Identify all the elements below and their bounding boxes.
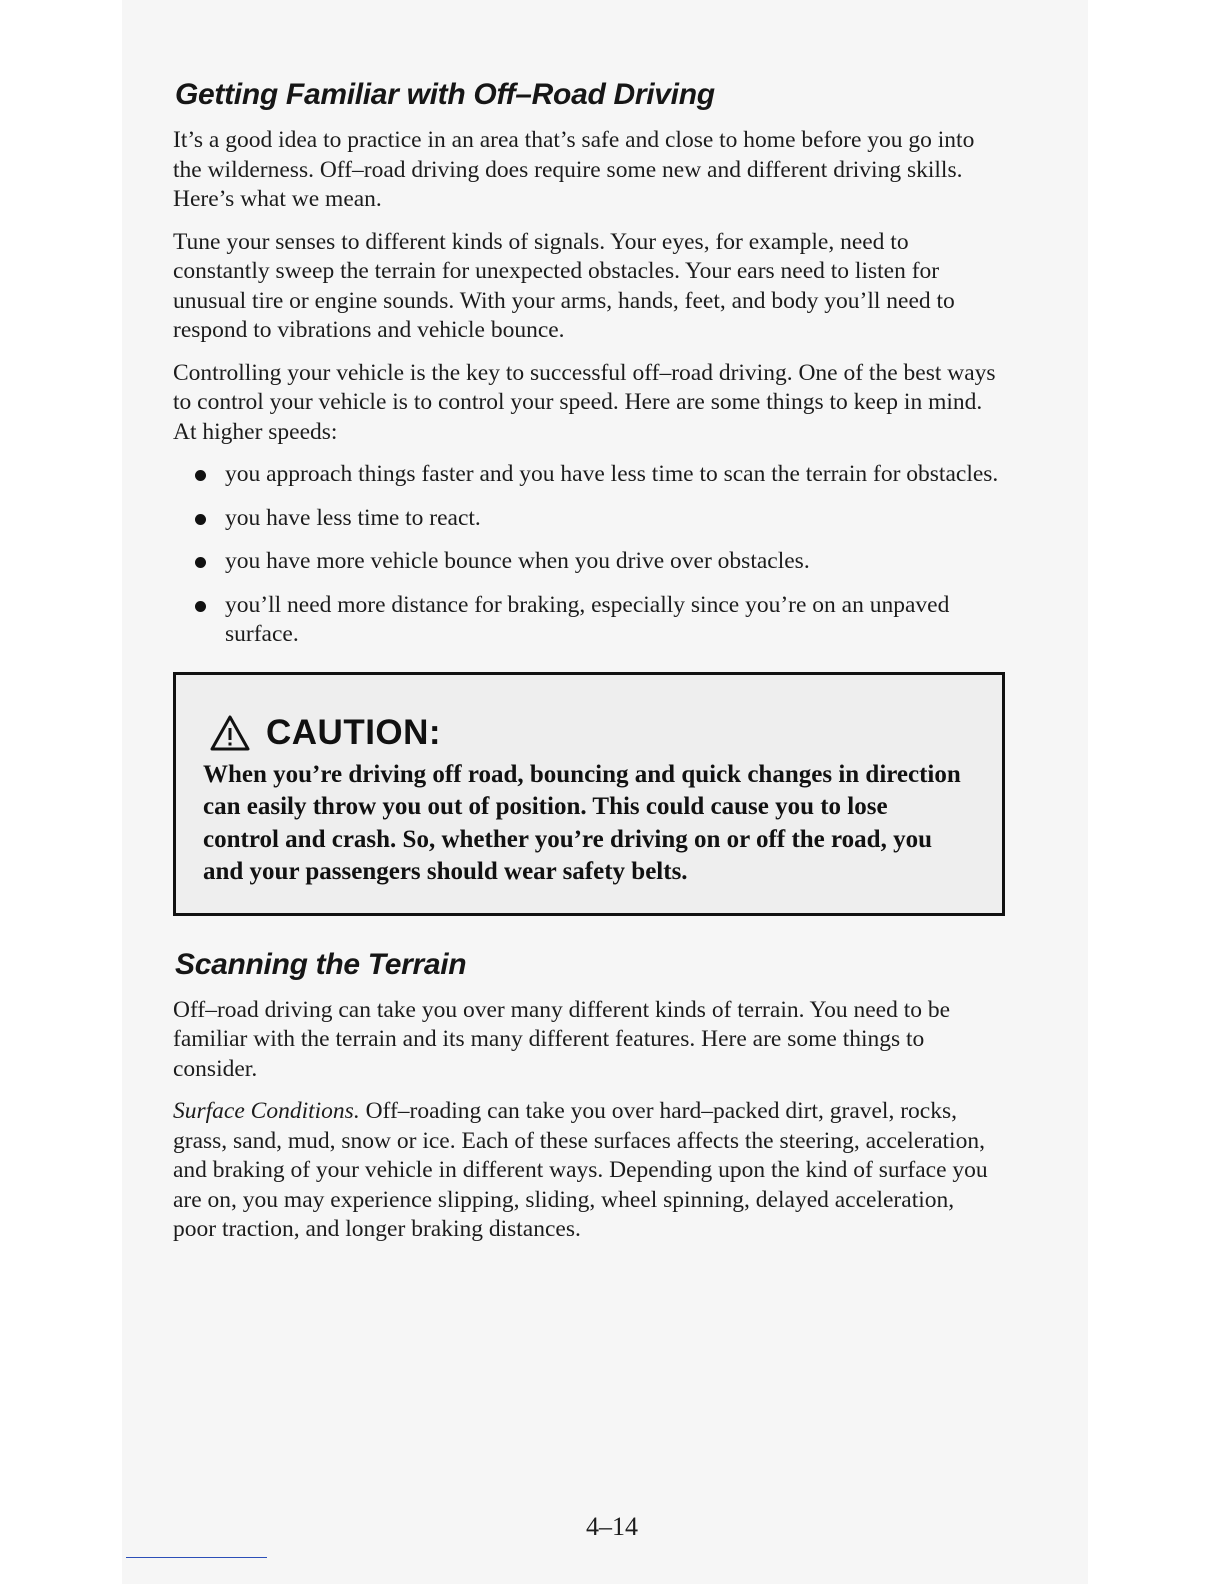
surface-conditions-lead: Surface Conditions. [173,1098,360,1124]
footer-rule [126,1557,267,1558]
list-item [173,591,1003,650]
bullet-icon [195,514,206,525]
bullet-icon [195,601,206,612]
list-item [173,504,1003,534]
list-item-text: you have more vehicle bounce when you drive over obstacles. [225,548,810,574]
list-item [173,460,1003,490]
higher-speeds-list [173,460,1003,650]
list-item-text: you approach things faster and you have less time to scan the terrain for obstacles. [225,461,999,487]
paragraph-surface-conditions [173,1097,1003,1245]
list-item-text: you’ll need more distance for braking, especially since you’re on an unpaved surface. [225,591,950,647]
paragraph-terrain: Off–road driving can take you over many different kinds of terrain. You need to be familiar with the terrain and its many different features. Here are some things to consider. [173,996,951,1082]
caution-header [210,713,441,753]
caution-box [173,672,1005,916]
paragraph-controlling: Controlling your vehicle is the key to successful off–road driving. One of the best ways to control your vehicle is to control your speed. Here are some things to keep in mind. At higher speeds: [173,359,996,445]
paragraph-senses: Tune your senses to different kinds of signals. Your eyes, for example, need to constantly sweep the terrain for unexpected obstacles. Your ears need to listen for unusual tire or engine sounds. With your arms, hands, feet, and body you’ll need to respond to vibrations and vehicle bounce. [173,228,955,343]
surface-conditions-body: Off–roading can take you over hard–packed dirt, gravel, rocks, grass, sand, mud, snow or ice. Each of these surfaces affects the steering, acceleration, and braking of your vehicle in different ways. Depending upon the kind of surface you are on, you may experience slipping, sliding, wheel spinning, delayed acceleration, poor traction, and longer braking distances. [173,1098,988,1242]
list-item-text: you have less time to react. [225,504,481,531]
warning-triangle-icon [210,715,250,751]
section-title-off-road: Getting Familiar with Off–Road Driving [175,78,715,111]
section-title-scanning: Scanning the Terrain [175,947,467,981]
caution-text: When you’re driving off road, bouncing and quick changes in direction can easily throw you out of position. This could cause you to lose control and crash. So, whether you’re driving on or off the road, you and your passengers should wear safety belts. [203,760,961,885]
page-number: 4–14 [586,1512,638,1541]
bullet-icon [195,470,206,481]
paragraph-practice: It’s a good idea to practice in an area that’s safe and close to home before you go into the wilderness. Off–road driving does require some new and different driving skills. Here’s what we mean. [173,127,975,212]
bullet-icon [195,557,206,568]
document-content [173,78,1003,1258]
caution-heading: CAUTION: [266,712,442,752]
list-item [173,547,1003,577]
